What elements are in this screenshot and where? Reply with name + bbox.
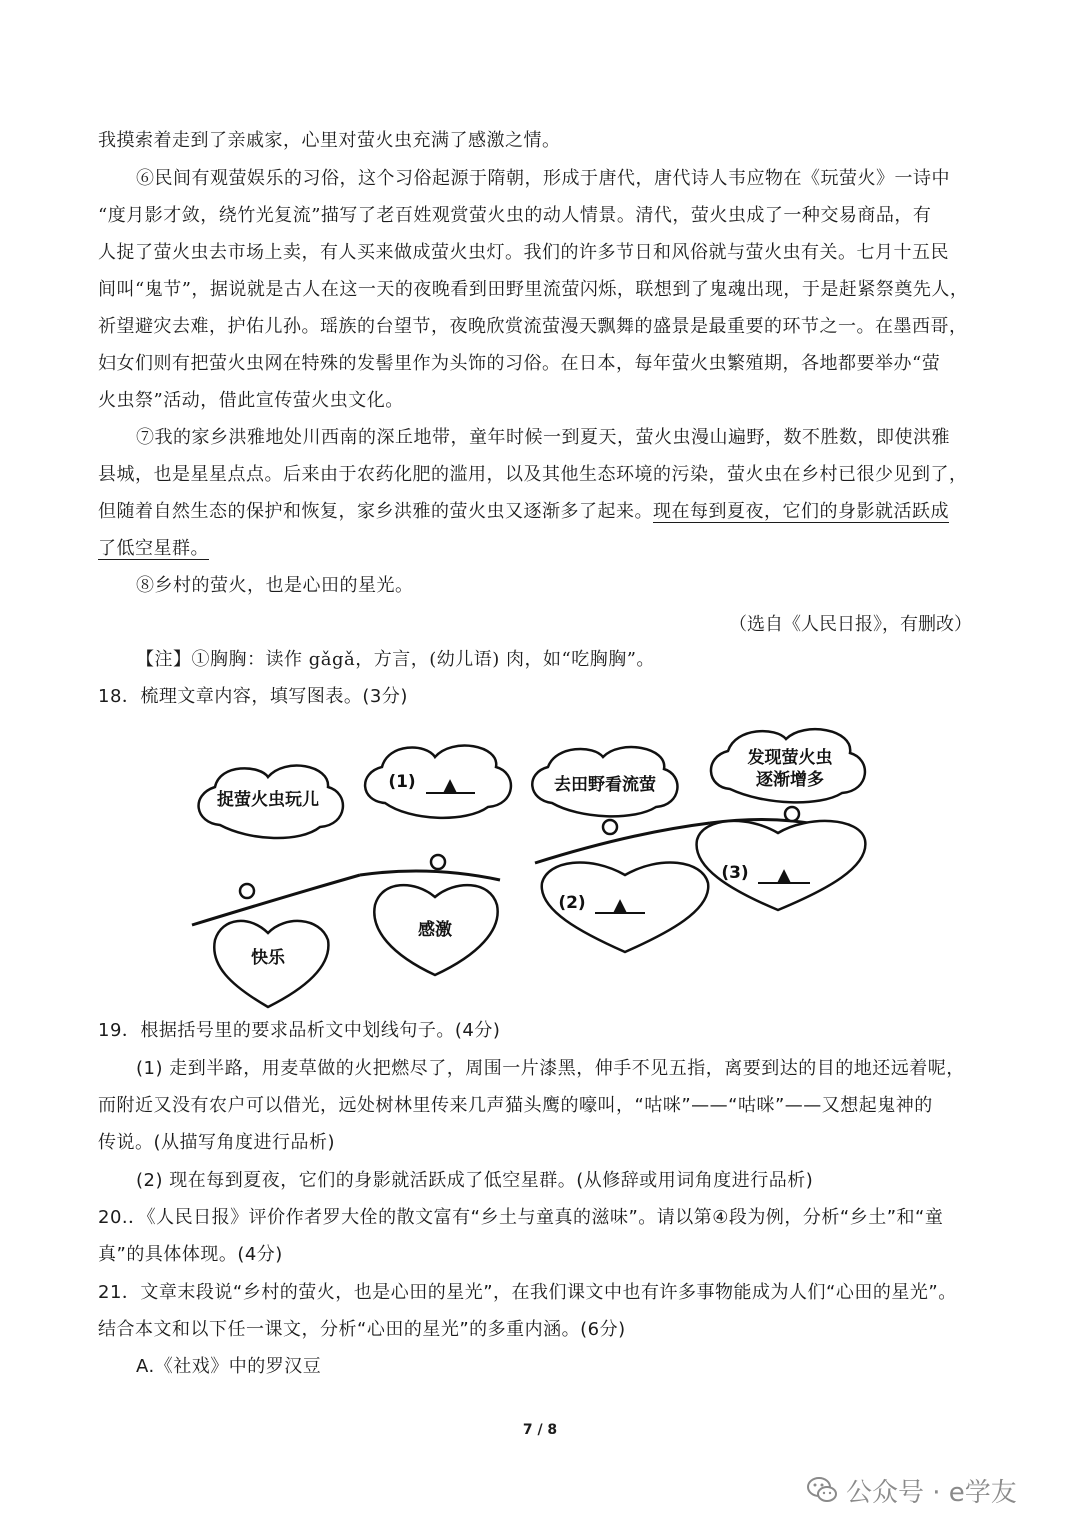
passage-line: “度月影才敛，绕竹光复流”描写了老百姓观赏萤火虫的动人情景。清代，萤火虫成了一种交易商品，有	[98, 205, 932, 226]
bubble-2-label: (1)	[388, 772, 416, 792]
passage-line: 县城，也是星星点点。后来由于农药化肥的滥用，以及其他生态环境的污染，萤火虫在乡村已很少见到了，	[98, 464, 968, 485]
source-citation: （选自《人民日报》，有删改）	[729, 614, 972, 635]
watermark-text: 公众号 · e学友	[846, 1477, 1017, 1508]
question-18-stem: 18．梳理文章内容，填写图表。(3分)	[98, 686, 408, 707]
heart-1-label: 快乐	[251, 948, 285, 968]
bubble-dot	[240, 884, 254, 898]
bubble-1-label: 捉萤火虫玩儿	[217, 790, 319, 810]
passage-line: 祈望避灾去难，护佑儿孙。瑶族的台望节，夜晚欣赏流萤漫天飘舞的盛景是最重要的环节之一。在墨西哥，	[98, 316, 968, 337]
bubble-dot	[431, 855, 445, 869]
question-21-stem: 21．文章末段说“乡村的萤火，也是心田的星光”，在我们课文中也有许多事物能成为人们“心田的星光”。	[98, 1282, 957, 1303]
heart-3-label: (2)	[558, 893, 586, 913]
footnote: 【注】①胸胸：读作 gǎgǎ，方言，(幼儿语) 肉，如“吃胸胸”。	[136, 649, 655, 670]
question-18-diagram	[170, 715, 950, 1015]
question-21-stem-cont: 结合本文和以下任一课文，分析“心田的星光”的多重内涵。(6分)	[98, 1319, 626, 1340]
question-20-stem-cont: 真”的具体体现。(4分)	[98, 1244, 283, 1265]
passage-paragraph-6: ⑥民间有观萤娱乐的习俗，这个习俗起源于隋朝，形成于唐代，唐代诗人韦应物在《玩萤火》一诗中	[136, 168, 950, 189]
bubble-4-label-line1: 发现萤火虫	[747, 748, 833, 768]
question-19-part-2: (2) 现在每到夏夜，它们的身影就活跃成了低空星群。(从修辞或用词角度进行品析)	[136, 1170, 814, 1191]
underlined-sentence: 现在每到夏夜，它们的身影就活跃成	[653, 501, 949, 522]
question-19-part-1: (1) 走到半路，用麦草做的火把燃尽了，周围一片漆黑，伸手不见五指，离要到达的目的地还远着呢，	[136, 1058, 965, 1079]
blank-mark: ▲	[443, 775, 457, 795]
path-curve	[535, 823, 710, 863]
question-21-option-a: A.《社戏》中的罗汉豆	[136, 1356, 322, 1377]
question-19-part-1-cont: 传说。(从描写角度进行品析)	[98, 1132, 336, 1153]
watermark	[806, 1473, 1017, 1507]
passage-text: 但随着自然生态的保护和恢复，家乡洪雅的萤火虫又逐渐多了起来。	[98, 501, 653, 522]
underlined-sentence-end: 了低空星群。	[98, 538, 209, 559]
bubble-3-label: 去田野看流萤	[554, 775, 656, 795]
path-curve	[192, 875, 360, 925]
bubble-4-label-line2: 逐渐增多	[756, 770, 824, 790]
passage-line: 我摸索着走到了亲戚家，心里对萤火虫充满了感激之情。	[98, 130, 561, 151]
heart-2-label: 感激	[418, 920, 452, 940]
page-number: 7 / 8	[522, 1422, 558, 1438]
wechat-icon	[806, 1474, 838, 1506]
passage-line	[98, 536, 988, 562]
heart-4-label: (3)	[721, 863, 749, 883]
passage-line	[98, 499, 988, 525]
thought-bubble-2	[365, 746, 511, 818]
passage-line: 妇女们则有把萤火虫网在特殊的发髻里作为头饰的习俗。在日本，每年萤火虫繁殖期，各地都要举办“萤	[98, 353, 941, 374]
blank-mark: ▲	[777, 865, 791, 885]
passage-line: 火虫祭”活动，借此宣传萤火虫文化。	[98, 390, 404, 411]
passage-paragraph-7: ⑦我的家乡洪雅地处川西南的深丘地带，童年时候一到夏天，萤火虫漫山遍野，数不胜数，即使洪雅	[136, 427, 950, 448]
bubble-dot	[603, 820, 617, 834]
question-20-stem: 20.．《人民日报》评价作者罗大佺的散文富有“乡土与童真的滋味”。请以第④段为例，分析“乡土”和“童	[98, 1207, 944, 1228]
path-curve	[360, 871, 500, 880]
passage-paragraph-8: ⑧乡村的萤火，也是心田的星光。	[136, 575, 414, 596]
question-19-part-1-cont: 而附近又没有农户可以借光，远处树林里传来几声猫头鹰的嚎叫，“咕咪”——“咕咪”——又想起鬼神的	[98, 1095, 933, 1116]
question-19-stem: 19．根据括号里的要求品析文中划线句子。(4分)	[98, 1020, 501, 1041]
bubble-dot	[785, 807, 799, 821]
blank-mark: ▲	[613, 895, 627, 915]
passage-line: 间叫“鬼节”，据说就是古人在这一天的夜晚看到田野里流萤闪烁，联想到了鬼魂出现，于是赶紧祭奠先人，	[98, 279, 969, 300]
passage-line: 人捉了萤火虫去市场上卖，有人买来做成萤火虫灯。我们的许多节日和风俗就与萤火虫有关。七月十五民	[98, 242, 949, 263]
